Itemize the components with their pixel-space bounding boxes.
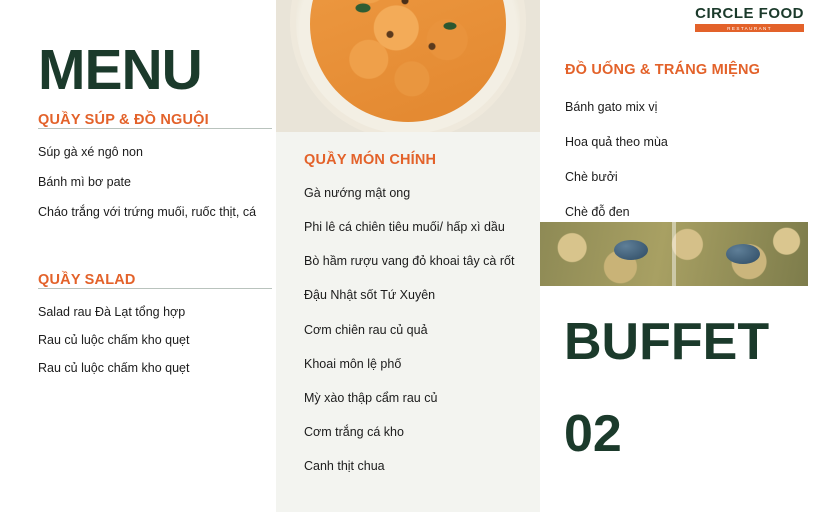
buffet-label: BUFFET <box>564 313 770 371</box>
list-item: Hoa quả theo mùa <box>565 135 668 150</box>
salad-item-list <box>38 303 272 377</box>
section-heading-soup: QUẦY SÚP & ĐỒ NGUỘI <box>38 112 209 128</box>
list-item: Bánh mì bơ pate <box>38 175 131 190</box>
list-item: Rau củ luộc chấm kho quẹt <box>38 361 190 376</box>
pumpkin-ravioli-photo <box>276 0 540 132</box>
list-item: Cháo trắng với trứng muối, ruốc thịt, cá <box>38 205 257 220</box>
drinks-item-list <box>565 98 815 222</box>
list-item: Đậu Nhật sốt Tứ Xuyên <box>304 288 436 303</box>
section-heading-main: QUẦY MÓN CHÍNH <box>304 152 437 168</box>
buffet-tray-photo <box>540 222 808 286</box>
left-column <box>0 0 276 512</box>
list-item: Bánh gato mix vị <box>565 100 658 114</box>
brand-logo-name: CIRCLE FOOD <box>695 5 804 22</box>
list-item: Rau củ luộc chấm kho quẹt <box>38 333 190 348</box>
divider-soup <box>38 128 272 129</box>
list-item: Súp gà xé ngô non <box>38 145 143 159</box>
list-item: Salad rau Đà Lạt tổng hợp <box>38 305 186 319</box>
garnish-shape <box>333 0 483 80</box>
list-item: Cơm trắng cá kho <box>304 424 404 439</box>
list-item: Cơm chiên rau củ quả <box>304 322 428 337</box>
section-drinks-desserts <box>565 62 815 239</box>
brand-logo <box>695 6 804 32</box>
page-title: MENU <box>38 38 202 102</box>
list-item: Gà nướng mật ong <box>304 186 411 200</box>
list-item: Canh thịt chua <box>304 459 385 473</box>
list-item: Chè đỗ đen <box>565 205 630 220</box>
section-heading-drinks: ĐỒ UỐNG & TRÁNG MIỆNG <box>565 62 761 78</box>
list-item: Phi lê cá chiên tiêu muối/ hấp xì dầu <box>304 220 505 235</box>
list-item: Khoai môn lệ phố <box>304 356 402 371</box>
soup-item-list <box>38 143 272 221</box>
section-soup-cold-dishes <box>38 112 272 233</box>
section-main-dishes <box>304 152 518 491</box>
list-item: Bò hầm rượu vang đỏ khoai tây cà rốt <box>304 254 515 269</box>
middle-column <box>276 0 540 512</box>
tray-divider <box>672 222 676 286</box>
section-salad <box>38 272 272 387</box>
section-heading-salad: QUẦY SALAD <box>38 272 136 288</box>
brand-logo-subtitle: RESTAURANT <box>695 24 804 32</box>
list-item: Mỳ xào thập cẩm rau củ <box>304 390 438 405</box>
divider-salad <box>38 288 272 289</box>
tray-lid-icon <box>614 240 648 260</box>
list-item: Chè bưởi <box>565 170 618 185</box>
tray-lid-icon <box>726 244 760 264</box>
main-dish-list <box>304 184 518 475</box>
buffet-number: 02 <box>564 405 622 463</box>
